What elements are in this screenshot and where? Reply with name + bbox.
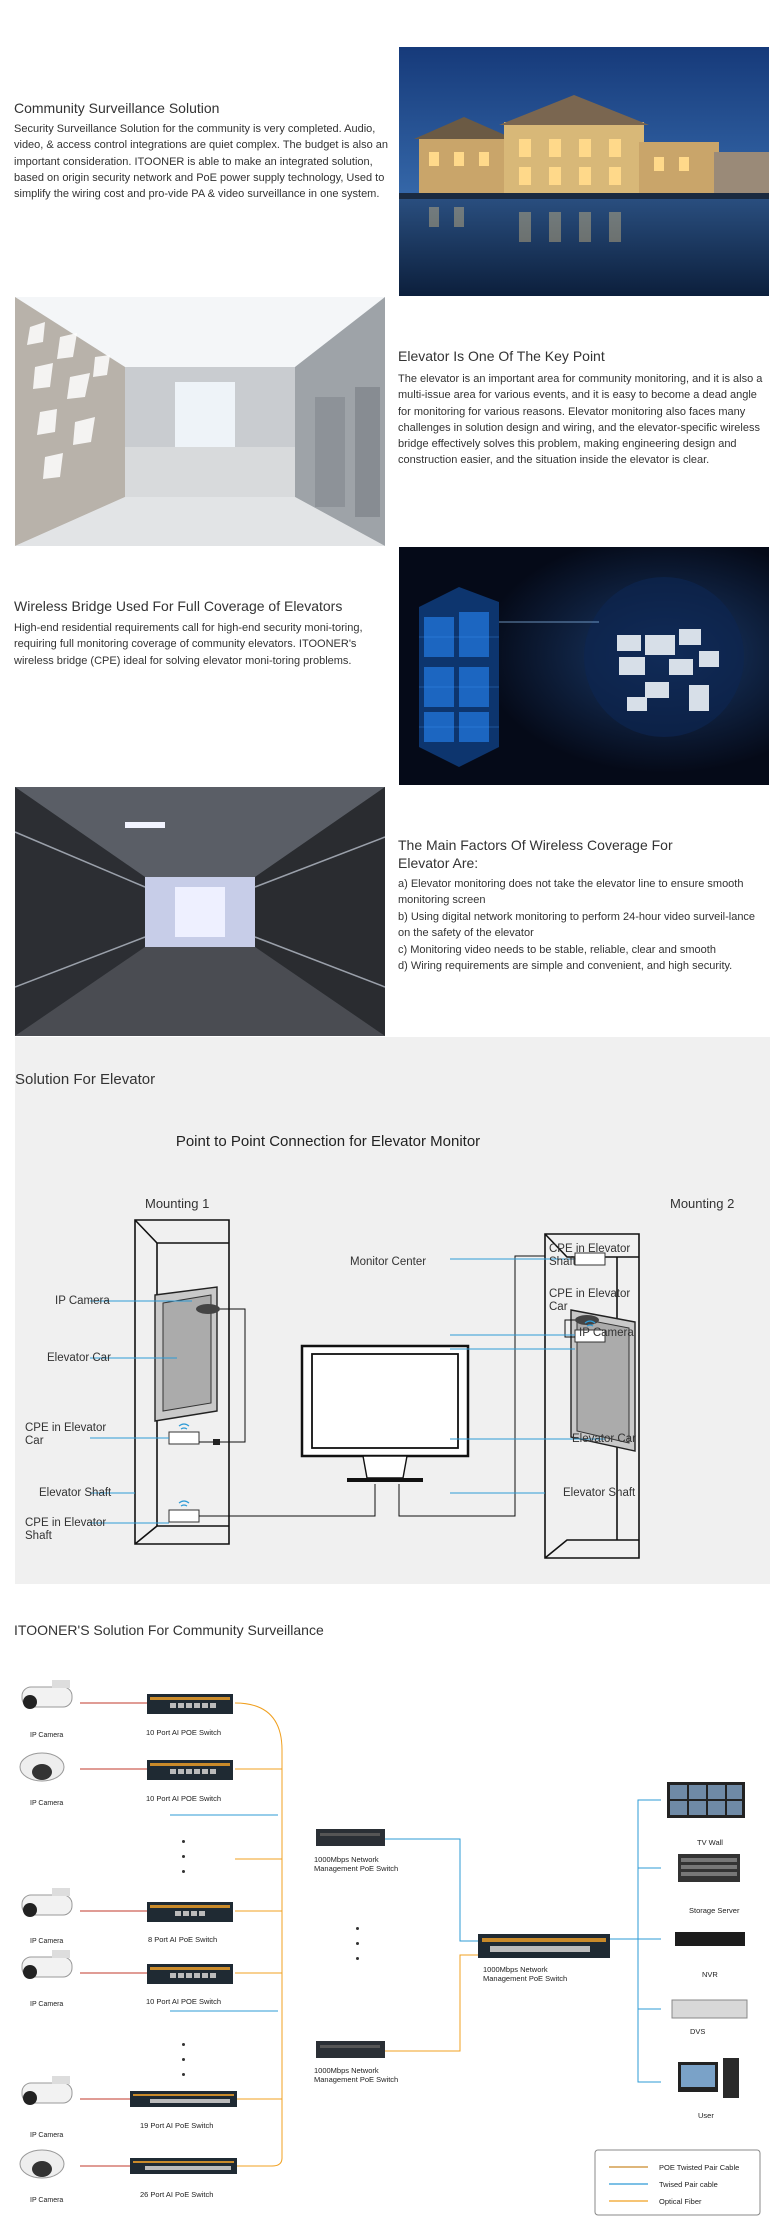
left-ip-camera-label: IP Camera	[55, 1295, 110, 1307]
section4-item-d: d) Wiring requirements are simple and convenient, and high security.	[398, 960, 733, 972]
tv-wall-label: TV Wall	[697, 1838, 723, 1847]
section1-title: Community Surveillance Solution	[14, 100, 220, 116]
section4-item-a: a) Elevator monitoring does not take the elevator line to ensure smooth monitoring screen	[398, 878, 744, 907]
right-cpe-shaft-label: CPE in Elevator Shaft	[549, 1243, 631, 1268]
section4-item-b: b) Using digital network monitoring to perform 24-hour video surveil-lance on the safety of the elevator	[398, 911, 756, 940]
left-elevator-car-label: Elevator Car	[47, 1352, 111, 1364]
section3-body: High-end residential requirements call for high-end security moni-toring, requiring full monitoring coverage of community elevators. ITOONER's wireless bridge (CPE) ideal for solving elevator moni-toring problems.	[14, 622, 363, 667]
legend-poe-label: POE Twisted Pair Cable	[659, 2163, 740, 2172]
monitor-center-label: Monitor Center	[350, 1256, 427, 1268]
mounting-2-label: Mounting 2	[670, 1196, 735, 1211]
switch-label: 8 Port AI PoE Switch	[148, 1935, 218, 1944]
left-elevator-shaft-label: Elevator Shaft	[39, 1487, 112, 1499]
section3-title: Wireless Bridge Used For Full Coverage of Elevators	[14, 598, 343, 614]
mgmt-switch-2-label: 1000Mbps Network Management PoE Switch	[314, 2066, 399, 2084]
user-label: User	[698, 2111, 714, 2120]
mgmt-switch-1-label: 1000Mbps Network Management PoE Switch	[314, 1855, 399, 1873]
mounting-1-label: Mounting 1	[145, 1196, 210, 1211]
section2-body: The elevator is an important area for community monitoring, and it is also a multi-issue area for various events, and it is easy to become a dead angle for monitoring for various reasons. Elevator monitoring also faces many challenges in solution design and wiring, and the elevator-specific wireless bridge effectively solves this problem, making engineering design and construction easier, and the situation inside the elevator is clear.	[398, 373, 763, 467]
switch-label: 10 Port AI POE Switch	[146, 1794, 222, 1803]
switch-label: 10 Port AI POE Switch	[146, 1728, 222, 1737]
cameras	[20, 1680, 72, 2178]
core-switch-label: 1000Mbps Network Management PoE Switch	[483, 1965, 568, 1983]
switch-label: 26 Port AI PoE Switch	[140, 2190, 214, 2199]
right-cpe-car-label: CPE in Elevator Car	[549, 1288, 631, 1313]
camera-label: IP Camera	[30, 2132, 64, 2139]
camera-label: IP Camera	[30, 2197, 64, 2204]
elevator-solution-heading: Solution For Elevator	[15, 1071, 156, 1088]
diagram-title: Point to Point Connection for Elevator Monitor	[175, 1133, 481, 1150]
camera-label: IP Camera	[30, 2001, 64, 2008]
right-elevator-car-label: Elevator Car	[572, 1433, 636, 1445]
legend-twisted-label: Twised Pair cable	[659, 2180, 718, 2189]
community-heading: ITOONER'S Solution For Community Surveillance	[14, 1622, 324, 1638]
section1-body: Security Surveillance Solution for the community is very completed. Audio, video, & access control integrations are quiet complex. The budget is also an important consideration. ITOONER is able to make an integrated solution, based on origin security network and PoE power supply technology, Used to simplify the wiring cost and pro-vide PA & video surveillance in one system.	[14, 123, 389, 201]
section2-title: Elevator Is One Of The Key Point	[398, 348, 605, 364]
section4-item-c: c) Monitoring video needs to be stable, reliable, clear and smooth	[398, 944, 716, 956]
right-ip-camera-label: IP Camera	[579, 1327, 634, 1339]
camera-label: IP Camera	[30, 1800, 64, 1807]
left-cpe-shaft-label: CPE in Elevator Shaft	[25, 1517, 107, 1542]
left-cpe-car-label: CPE in Elevator Car	[25, 1422, 107, 1447]
storage-server-label: Storage Server	[689, 1906, 740, 1915]
switch-label: 19 Port AI PoE Switch	[140, 2121, 214, 2130]
camera-label: IP Camera	[30, 1732, 64, 1739]
dvs-label: DVS	[690, 2027, 706, 2036]
nvr-label: NVR	[702, 1970, 718, 1979]
section4-title: The Main Factors Of Wireless Coverage For Elevator Are:	[398, 837, 673, 871]
camera-label: IP Camera	[30, 1938, 64, 1945]
switch-label: 10 Port AI POE Switch	[146, 1997, 222, 2006]
legend-fiber-label: Optical Fiber	[659, 2197, 702, 2206]
right-elevator-shaft-label: Elevator Shaft	[563, 1487, 636, 1499]
